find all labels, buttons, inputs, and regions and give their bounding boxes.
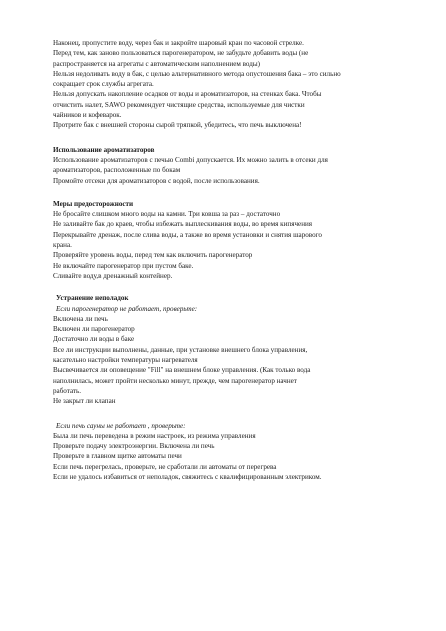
paragraph-line: Сливайте воду,в дренажный контейнер. [53, 271, 173, 280]
paragraph-line: Все ли инструкции выполнены, данные, при установке внешнего блока управления, [53, 345, 308, 354]
paragraph-line: Высвечивается ли оповещение "Fill" на внешнем блоке управления. (Как только вода [53, 366, 311, 375]
paragraph-line: наполнилась, может пройти несколько минут, прежде, чем парогенератор начнет [53, 376, 297, 385]
paragraph-line: Перекрывайте дренаж, после слива воды, а также во время установки и снятия шарового [53, 230, 322, 239]
safety-section [53, 199, 433, 281]
paragraph-line: сокращает срок службы агрегата. [53, 80, 154, 89]
paragraph-line: Не закрыт ли клапан [53, 397, 116, 406]
sauna-subsection [53, 421, 433, 483]
troubleshooting-section [53, 293, 433, 482]
paragraph-line: Была ли печь переведена в режим настроек, из режима управления [53, 431, 256, 440]
section-heading: Использование ароматизаторов [53, 145, 155, 154]
paragraph-line: Проверьте подачу электроэнергии. Включена ли печь [53, 442, 215, 451]
paragraph-line: Включена ли печь [53, 314, 108, 323]
paragraph-line: Нельзя допускать накопление осадков от воды и ароматизаторов, на стенках бака. Чтобы [53, 90, 322, 99]
paragraph-line: Не заливайте бак до краев, чтобы избежать выплескивания воды, во время кипячения [53, 220, 313, 229]
section-heading: Устранение неполадок [56, 294, 129, 303]
paragraph-line: работать. [53, 386, 82, 395]
paragraph-line: Промойте отсеки для ароматизаторов с водой, после использования. [53, 176, 260, 185]
aroma-section [53, 145, 433, 186]
paragraph-line: касательно настройки температуры нагревателя [53, 356, 198, 365]
paragraph-line: Проверьте в главном щитке автоматы печи [53, 452, 182, 461]
paragraph-line: Нельзя недоливать воду в бак, с целью альтернативного метода опустошения бака – это сильно [53, 69, 341, 78]
subsection-intro: Если парогенератор не работает, проверьте: [56, 304, 198, 313]
paragraph-line: Не включайте парогенератор при пустом баке. [53, 261, 194, 270]
paragraph-line: чайников и кофеварок. [53, 111, 122, 120]
paragraph-line: Достаточно ли воды в баке [53, 335, 135, 344]
document-page [53, 38, 433, 482]
paragraph-line: Проверяйте уровень воды, перед тем как включить парогенератор [53, 251, 253, 260]
paragraph-line: крана. [53, 241, 72, 250]
paragraph-line: Протрите бак с внешней стороны сырой тряпкой, убедитесь, что печь выключена! [53, 121, 302, 130]
paragraph-line: распространяется на агрегаты с автоматическим наполнением воды) [53, 59, 260, 68]
paragraph-line: Использование ароматизаторов с печью Combi допускается. Их можно залить в отсеки для [53, 155, 328, 164]
paragraph-line: отчистить налет, SAWO рекомендует чистящие средства, используемые для чистки [53, 100, 305, 109]
paragraph-line: Включен ли парогенератор [53, 325, 135, 334]
paragraph-line: ароматизаторов, расположенные по бокам [53, 166, 181, 175]
intro-section [53, 38, 433, 131]
paragraph-line: Если печь перегрелась, проверьте, не сработали ли автоматы от перегрева [53, 462, 277, 471]
paragraph-line: Наконец, пропустите воду, через бак и закройте шаровый кран по часовой стрелке. [53, 39, 304, 47]
subsection-intro: Если печь сауны не работает , проверьте: [56, 421, 186, 430]
section-heading: Меры предосторожности [53, 199, 134, 208]
paragraph-line: Не бросайте слишком много воды на камни. Три ковша за раз – достаточно [53, 210, 281, 219]
paragraph-line: Перед тем, как заново пользоваться парогенератором, не забудьте добавить воды (не [53, 49, 309, 58]
paragraph-line: Если не удалось избавиться от неполадок, свяжитесь с квалифицированным электриком. [53, 472, 322, 481]
